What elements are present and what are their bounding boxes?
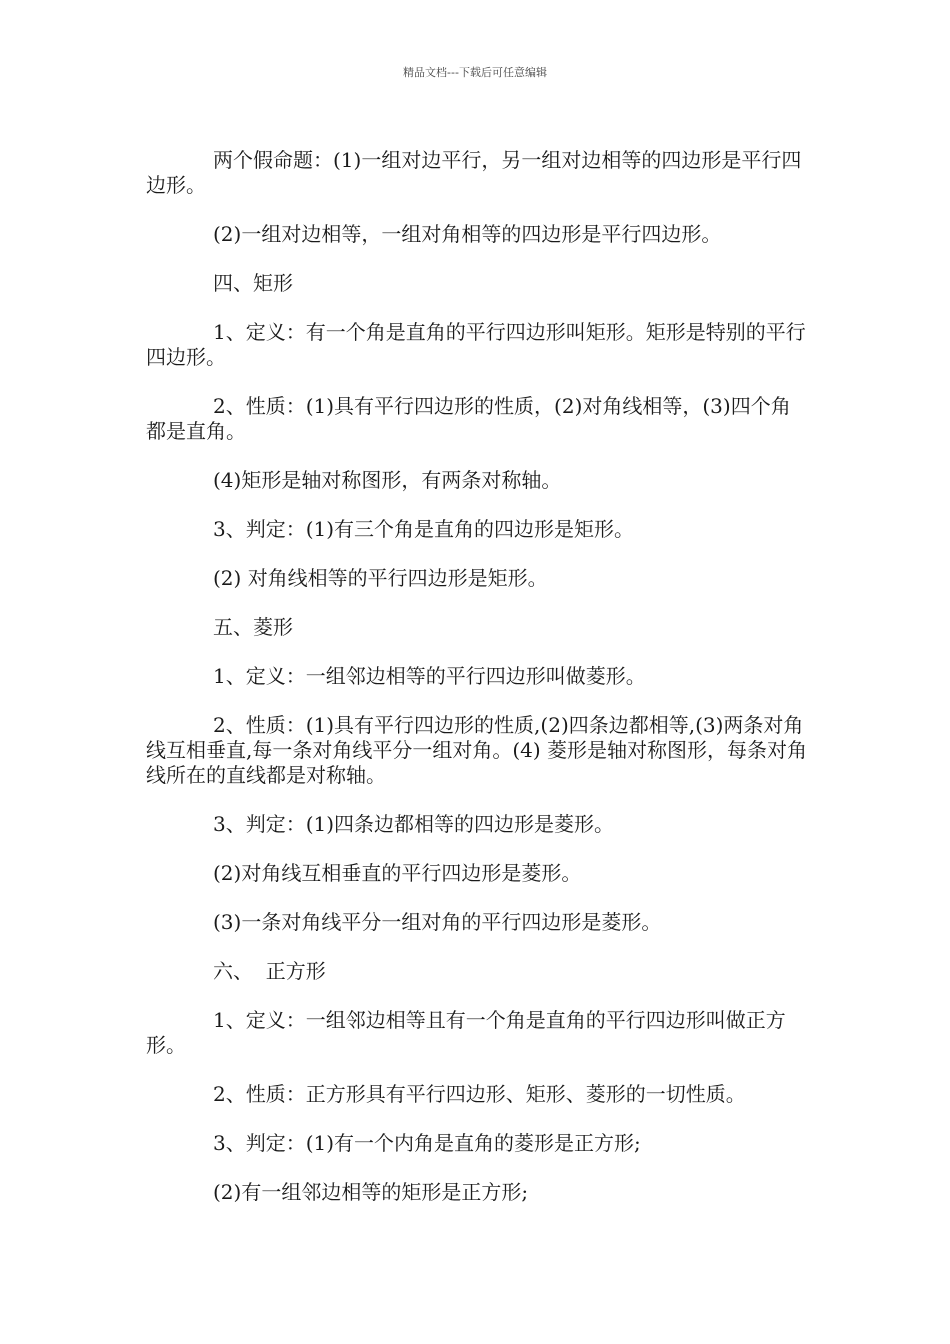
paragraph-rhombus-properties: 2、性质：(1)具有平行四边形的性质,(2)四条边都相等,(3)两条对角线互相垂直,每一条对角线平分一组对角。(4) 菱形是轴对称图形，每条对角线所在的直线都是对称轴。 [146,713,808,787]
paragraph-rectangle-criteria-2: (2) 对角线相等的平行四边形是矩形。 [213,566,548,590]
section-heading-square: 六、 正方形 [213,959,326,983]
paragraph-square-properties: 2、性质：正方形具有平行四边形、矩形、菱形的一切性质。 [213,1082,746,1106]
paragraph-false-proposition-2: (2)一组对边相等，一组对角相等的四边形是平行四边形。 [213,222,722,246]
section-heading-rectangle: 四、矩形 [213,271,293,295]
section-heading-rhombus: 五、菱形 [213,615,293,639]
paragraph-rhombus-criteria-2: (2)对角线互相垂直的平行四边形是菱形。 [213,861,582,885]
paragraph-square-definition: 1、定义：一组邻边相等且有一个角是直角的平行四边形叫做正方形。 [146,1008,786,1057]
paragraph-rectangle-criteria-1: 3、判定：(1)有三个角是直角的四边形是矩形。 [213,517,635,541]
paragraph-rectangle-definition: 1、定义：有一个角是直角的平行四边形叫矩形。矩形是特别的平行四边形。 [146,320,806,369]
page-header: 精品文档---下载后可任意编辑 [403,66,547,79]
paragraph-rhombus-criteria-1: 3、判定：(1)四条边都相等的四边形是菱形。 [213,812,615,836]
document-body [146,148,808,1229]
paragraph-rectangle-symmetry: (4)矩形是轴对称图形，有两条对称轴。 [213,468,562,492]
paragraph-rectangle-properties: 2、性质：(1)具有平行四边形的性质，(2)对角线相等，(3)四个角都是直角。 [146,394,791,443]
paragraph-rhombus-criteria-3: (3)一条对角线平分一组对角的平行四边形是菱形。 [213,910,662,934]
paragraph-false-propositions: 两个假命题：(1)一组对边平行，另一组对边相等的四边形是平行四边形。 [146,148,802,197]
paragraph-rhombus-definition: 1、定义：一组邻边相等的平行四边形叫做菱形。 [213,664,646,688]
paragraph-square-criteria-2: (2)有一组邻边相等的矩形是正方形; [213,1180,529,1204]
paragraph-square-criteria-1: 3、判定：(1)有一个内角是直角的菱形是正方形; [213,1131,641,1155]
